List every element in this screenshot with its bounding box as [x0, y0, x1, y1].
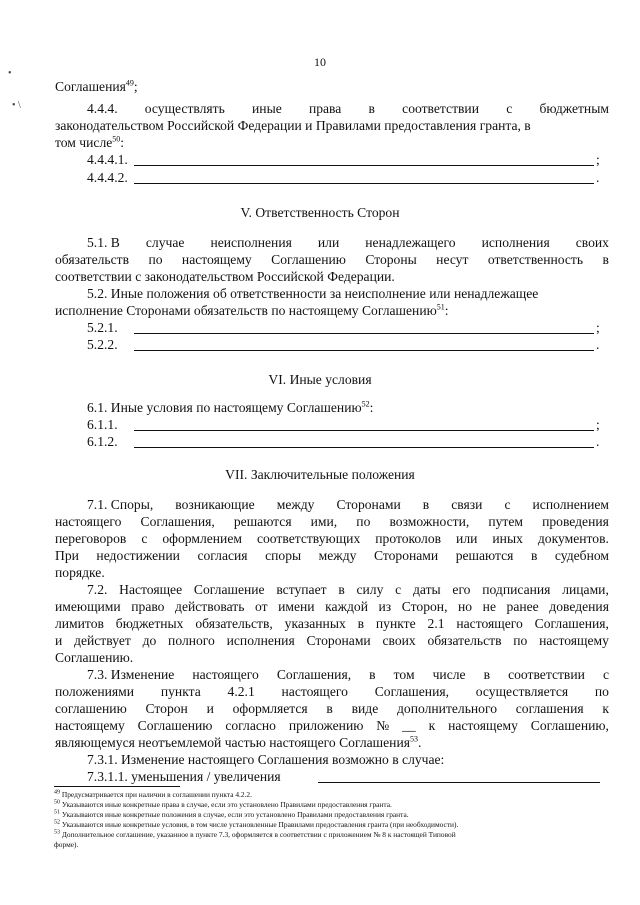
- word: недостижении: [96, 548, 180, 563]
- word: полного: [168, 633, 215, 648]
- word: от: [255, 599, 268, 614]
- word: несут: [436, 252, 469, 267]
- word: протоколов: [375, 531, 442, 546]
- word: по: [513, 633, 528, 648]
- word: каждой: [325, 599, 368, 614]
- semicolon: ;: [596, 417, 600, 432]
- word: Соглашению: [137, 718, 213, 733]
- paragraph-72-line4: [55, 633, 609, 649]
- footnote: $^{49}$ Предусматривается при наличии в соглашении пункта 4.2.2.: [54, 789, 252, 799]
- word: соглашения: [515, 701, 584, 716]
- word: решаются: [233, 514, 292, 529]
- word: даты: [412, 582, 441, 597]
- footnote: $^{52}$ Указываются иные конкретные условия, в том числе установленные Правилами предоставления гранта (при необходимости).: [54, 819, 459, 829]
- paragraph-444-line3: том числе$^{50}$:: [55, 134, 125, 150]
- section-heading-6: VI. Иные условия: [268, 372, 372, 387]
- word: настоящего: [192, 667, 259, 682]
- word: настоящему: [181, 252, 252, 267]
- word: оформлением: [162, 531, 242, 546]
- item-label: 5.2.1.: [87, 320, 118, 335]
- word: переговоров: [55, 531, 127, 546]
- paragraph-73-line4: [55, 718, 609, 734]
- word: приложению: [288, 718, 364, 733]
- word: в: [369, 667, 376, 682]
- fill-in-blank[interactable]: [134, 418, 594, 431]
- scan-speck: • \: [12, 100, 21, 111]
- word: обязательств: [427, 633, 502, 648]
- word: Соглашения,: [140, 514, 215, 529]
- fill-in-blank[interactable]: [134, 321, 594, 334]
- word: между: [318, 548, 357, 563]
- semicolon: ;: [596, 320, 600, 335]
- word: указанных: [284, 616, 346, 631]
- paragraph-72-line3: [55, 616, 609, 632]
- word: случае: [145, 235, 185, 250]
- word: в: [368, 101, 375, 116]
- word: и: [206, 701, 214, 716]
- period: .: [596, 170, 600, 185]
- footnote: форме).: [54, 840, 79, 849]
- word: согласия: [197, 548, 248, 563]
- word: соответствии: [402, 101, 479, 116]
- word: в: [357, 616, 365, 631]
- paragraph-51-line2: [55, 252, 609, 268]
- word: не: [482, 599, 496, 614]
- paragraph-73-line3: [55, 701, 609, 717]
- word: к: [602, 701, 609, 716]
- word: бюджетных: [115, 616, 184, 631]
- footnote: $^{51}$ Указываются иные конкретные положения в случае, если это установлено Правилами предоставления гранта.: [54, 809, 409, 819]
- word: силу: [356, 582, 384, 597]
- word: подписания: [482, 582, 551, 597]
- word: 7.1. Споры,: [87, 497, 154, 512]
- word: с: [395, 582, 402, 597]
- fill-in-blank[interactable]: [318, 770, 600, 783]
- paragraph-444-line2: законодательством Российской Федерации и Правилами предоставления гранта, в: [55, 118, 531, 133]
- section-heading-5: V. Ответственность Сторон: [240, 205, 400, 220]
- item-label: 6.1.2.: [87, 434, 118, 449]
- page-number: 10: [314, 55, 326, 69]
- word: Стороны: [365, 252, 417, 267]
- word: судебном: [554, 548, 609, 563]
- word: Сторонами: [373, 548, 439, 563]
- word: виде: [351, 701, 379, 716]
- word: том: [393, 667, 415, 682]
- word: из: [378, 599, 392, 614]
- word: Соглашению: [271, 252, 346, 267]
- word: в: [602, 252, 609, 267]
- word: лимитов: [55, 616, 104, 631]
- footnote-ref: 51: [436, 302, 445, 312]
- word: Сторонами: [336, 497, 401, 512]
- word: действовать: [175, 599, 245, 614]
- word: Соглашения,: [276, 667, 352, 682]
- word: но: [458, 599, 473, 614]
- word: доведения: [549, 599, 609, 614]
- word: лицами,: [562, 582, 609, 597]
- paragraph-71-line1: [87, 497, 609, 513]
- word: исполнением: [532, 497, 609, 512]
- paragraph-line: Соглашения$^{49}$;: [55, 78, 138, 94]
- word: решаются: [455, 548, 514, 563]
- paragraph-72-line1: [87, 582, 609, 598]
- word: Соглашению,: [530, 718, 609, 733]
- period: .: [596, 337, 600, 352]
- word: оформляется: [232, 701, 308, 716]
- scan-speck: •: [8, 68, 12, 79]
- paragraph-444-line1: [87, 101, 609, 117]
- word: иные: [252, 101, 282, 116]
- word: между: [276, 497, 315, 512]
- word: дополнительного: [397, 701, 498, 716]
- paragraph-72-line5: Соглашению.: [55, 650, 134, 665]
- word: или: [456, 531, 478, 546]
- word: Сторон: [145, 701, 188, 716]
- word: согласно: [225, 718, 276, 733]
- word: Настоящее: [119, 582, 183, 597]
- word: имеющими: [55, 599, 121, 614]
- word: настоящему: [539, 633, 609, 648]
- word: 4.2.1: [227, 684, 255, 699]
- fill-in-blank[interactable]: [134, 171, 594, 184]
- word: осуществлять: [144, 101, 225, 116]
- word: Соглашения,: [534, 616, 609, 631]
- word: имени: [278, 599, 315, 614]
- word: документов.: [537, 531, 609, 546]
- word: 7.2.: [87, 582, 108, 597]
- word: права: [308, 101, 342, 116]
- word: соответствии: [508, 667, 585, 682]
- footnote-separator: [54, 786, 180, 787]
- paragraph-71-line4: [55, 548, 609, 564]
- word: настоящего: [55, 514, 122, 529]
- word: возникающие: [175, 497, 255, 512]
- word: ранее: [506, 599, 539, 614]
- word: по: [148, 252, 163, 267]
- word: в: [530, 548, 538, 563]
- word: 5.1. В: [87, 235, 120, 250]
- word: №: [376, 718, 390, 733]
- footnote-ref: 50: [112, 134, 121, 144]
- paragraph-73-line2: [55, 684, 609, 700]
- paragraph-73-line1: [87, 667, 609, 683]
- word: Соглашение: [193, 582, 265, 597]
- word: с: [506, 101, 513, 116]
- fill-in-blank[interactable]: [134, 153, 594, 166]
- word: неисполнения: [210, 235, 292, 250]
- word: и: [55, 633, 63, 648]
- semicolon: ;: [596, 152, 600, 167]
- word: по: [594, 684, 609, 699]
- word: своих: [575, 235, 609, 250]
- word: с: [504, 497, 511, 512]
- word: бюджетным: [539, 101, 609, 116]
- word: настоящему: [55, 718, 125, 733]
- word: настоящего: [456, 616, 523, 631]
- paragraph-731: 7.3.1. Изменение настоящего Соглашения возможно в случае:: [87, 752, 445, 767]
- word: к: [428, 718, 436, 733]
- word: настоящему: [448, 718, 518, 733]
- word: Сторон,: [401, 599, 448, 614]
- word: вступает: [276, 582, 327, 597]
- section-heading-7: VII. Заключительные положения: [225, 467, 415, 482]
- word: с: [602, 667, 609, 682]
- paragraph-51-line3: соответствии с законодательством Российской Федерации.: [55, 269, 395, 284]
- fill-in-blank[interactable]: [134, 435, 594, 448]
- word: обязательств: [55, 252, 130, 267]
- word: 7.3. Изменение: [87, 667, 175, 682]
- word: При: [55, 548, 79, 563]
- word: ими,: [310, 514, 338, 529]
- item-label: 6.1.1.: [87, 417, 118, 432]
- paragraph-71-line3: [55, 531, 609, 547]
- paragraph-52-line1: 5.2. Иные положения об ответственности за неисполнение или ненадлежащее: [87, 286, 539, 301]
- word: проведения: [542, 514, 609, 529]
- word: настоящего: [281, 684, 348, 699]
- paragraph-71-line2: [55, 514, 609, 530]
- word: в: [326, 701, 333, 716]
- word: в: [483, 667, 491, 682]
- word: его: [452, 582, 471, 597]
- paragraph-71-line5: порядке.: [55, 565, 105, 580]
- word: Сторонами: [306, 633, 371, 648]
- word: споры: [265, 548, 302, 563]
- word: положениями: [55, 684, 135, 699]
- paragraph-51-line1: [87, 235, 609, 251]
- word: или: [317, 235, 340, 250]
- word: в: [338, 582, 345, 597]
- footnote-ref: 52: [361, 399, 370, 409]
- word: ответственность: [487, 252, 584, 267]
- fill-in-blank[interactable]: [134, 338, 594, 351]
- word: исполнения: [226, 633, 295, 648]
- word: числе: [432, 667, 466, 682]
- footnote-ref: 53: [409, 734, 418, 744]
- word: __: [402, 718, 416, 733]
- word: Соглашения,: [374, 684, 450, 699]
- word: связи: [451, 497, 483, 512]
- word: 4.4.4.: [87, 101, 118, 116]
- word: исполнения: [481, 235, 550, 250]
- word: возможности,: [389, 514, 470, 529]
- item-label: 4.4.4.2.: [87, 170, 128, 185]
- footnote-ref: 49: [125, 78, 134, 88]
- word: право: [131, 599, 165, 614]
- word: действует: [74, 633, 131, 648]
- paragraph-72-line2: [55, 599, 609, 615]
- word: ненадлежащего: [365, 235, 456, 250]
- paragraph-61: 6.1. Иные условия по настоящему Соглашению$^{52}$:: [87, 399, 374, 415]
- word: до: [142, 633, 157, 648]
- word: обязательств,: [195, 616, 273, 631]
- word: путем: [488, 514, 523, 529]
- paragraph-7311: 7.3.1.1. уменьшения / увеличения: [87, 769, 281, 784]
- word: пункта: [160, 684, 201, 699]
- word: в: [422, 497, 430, 512]
- footnote: $^{53}$ Дополнительное соглашение, указанное в пункте 7.3, оформляется в соответствии с приложением № 8 к настоящей Типовой: [54, 829, 456, 839]
- word: пункте: [375, 616, 416, 631]
- footnote: $^{50}$ Указываются иные конкретные права в случае, если это установлено Правилами предоставления гранта.: [54, 799, 392, 809]
- paragraph-52-line2: исполнение Сторонами обязательств по настоящему Соглашению$^{51}$:: [55, 302, 449, 318]
- word: с: [141, 531, 148, 546]
- item-label: 4.4.4.1.: [87, 152, 128, 167]
- word: 2.1: [427, 616, 445, 631]
- period: .: [596, 434, 600, 449]
- word: соглашению: [55, 701, 127, 716]
- word: своих: [382, 633, 416, 648]
- item-label: 5.2.2.: [87, 337, 118, 352]
- word: соответствующих: [256, 531, 361, 546]
- paragraph-73-line5: являющемуся неотъемлемой частью настоящего Соглашения$^{53}$.: [55, 734, 422, 750]
- word: осуществляется: [475, 684, 569, 699]
- word: по: [356, 514, 371, 529]
- word: иных: [492, 531, 523, 546]
